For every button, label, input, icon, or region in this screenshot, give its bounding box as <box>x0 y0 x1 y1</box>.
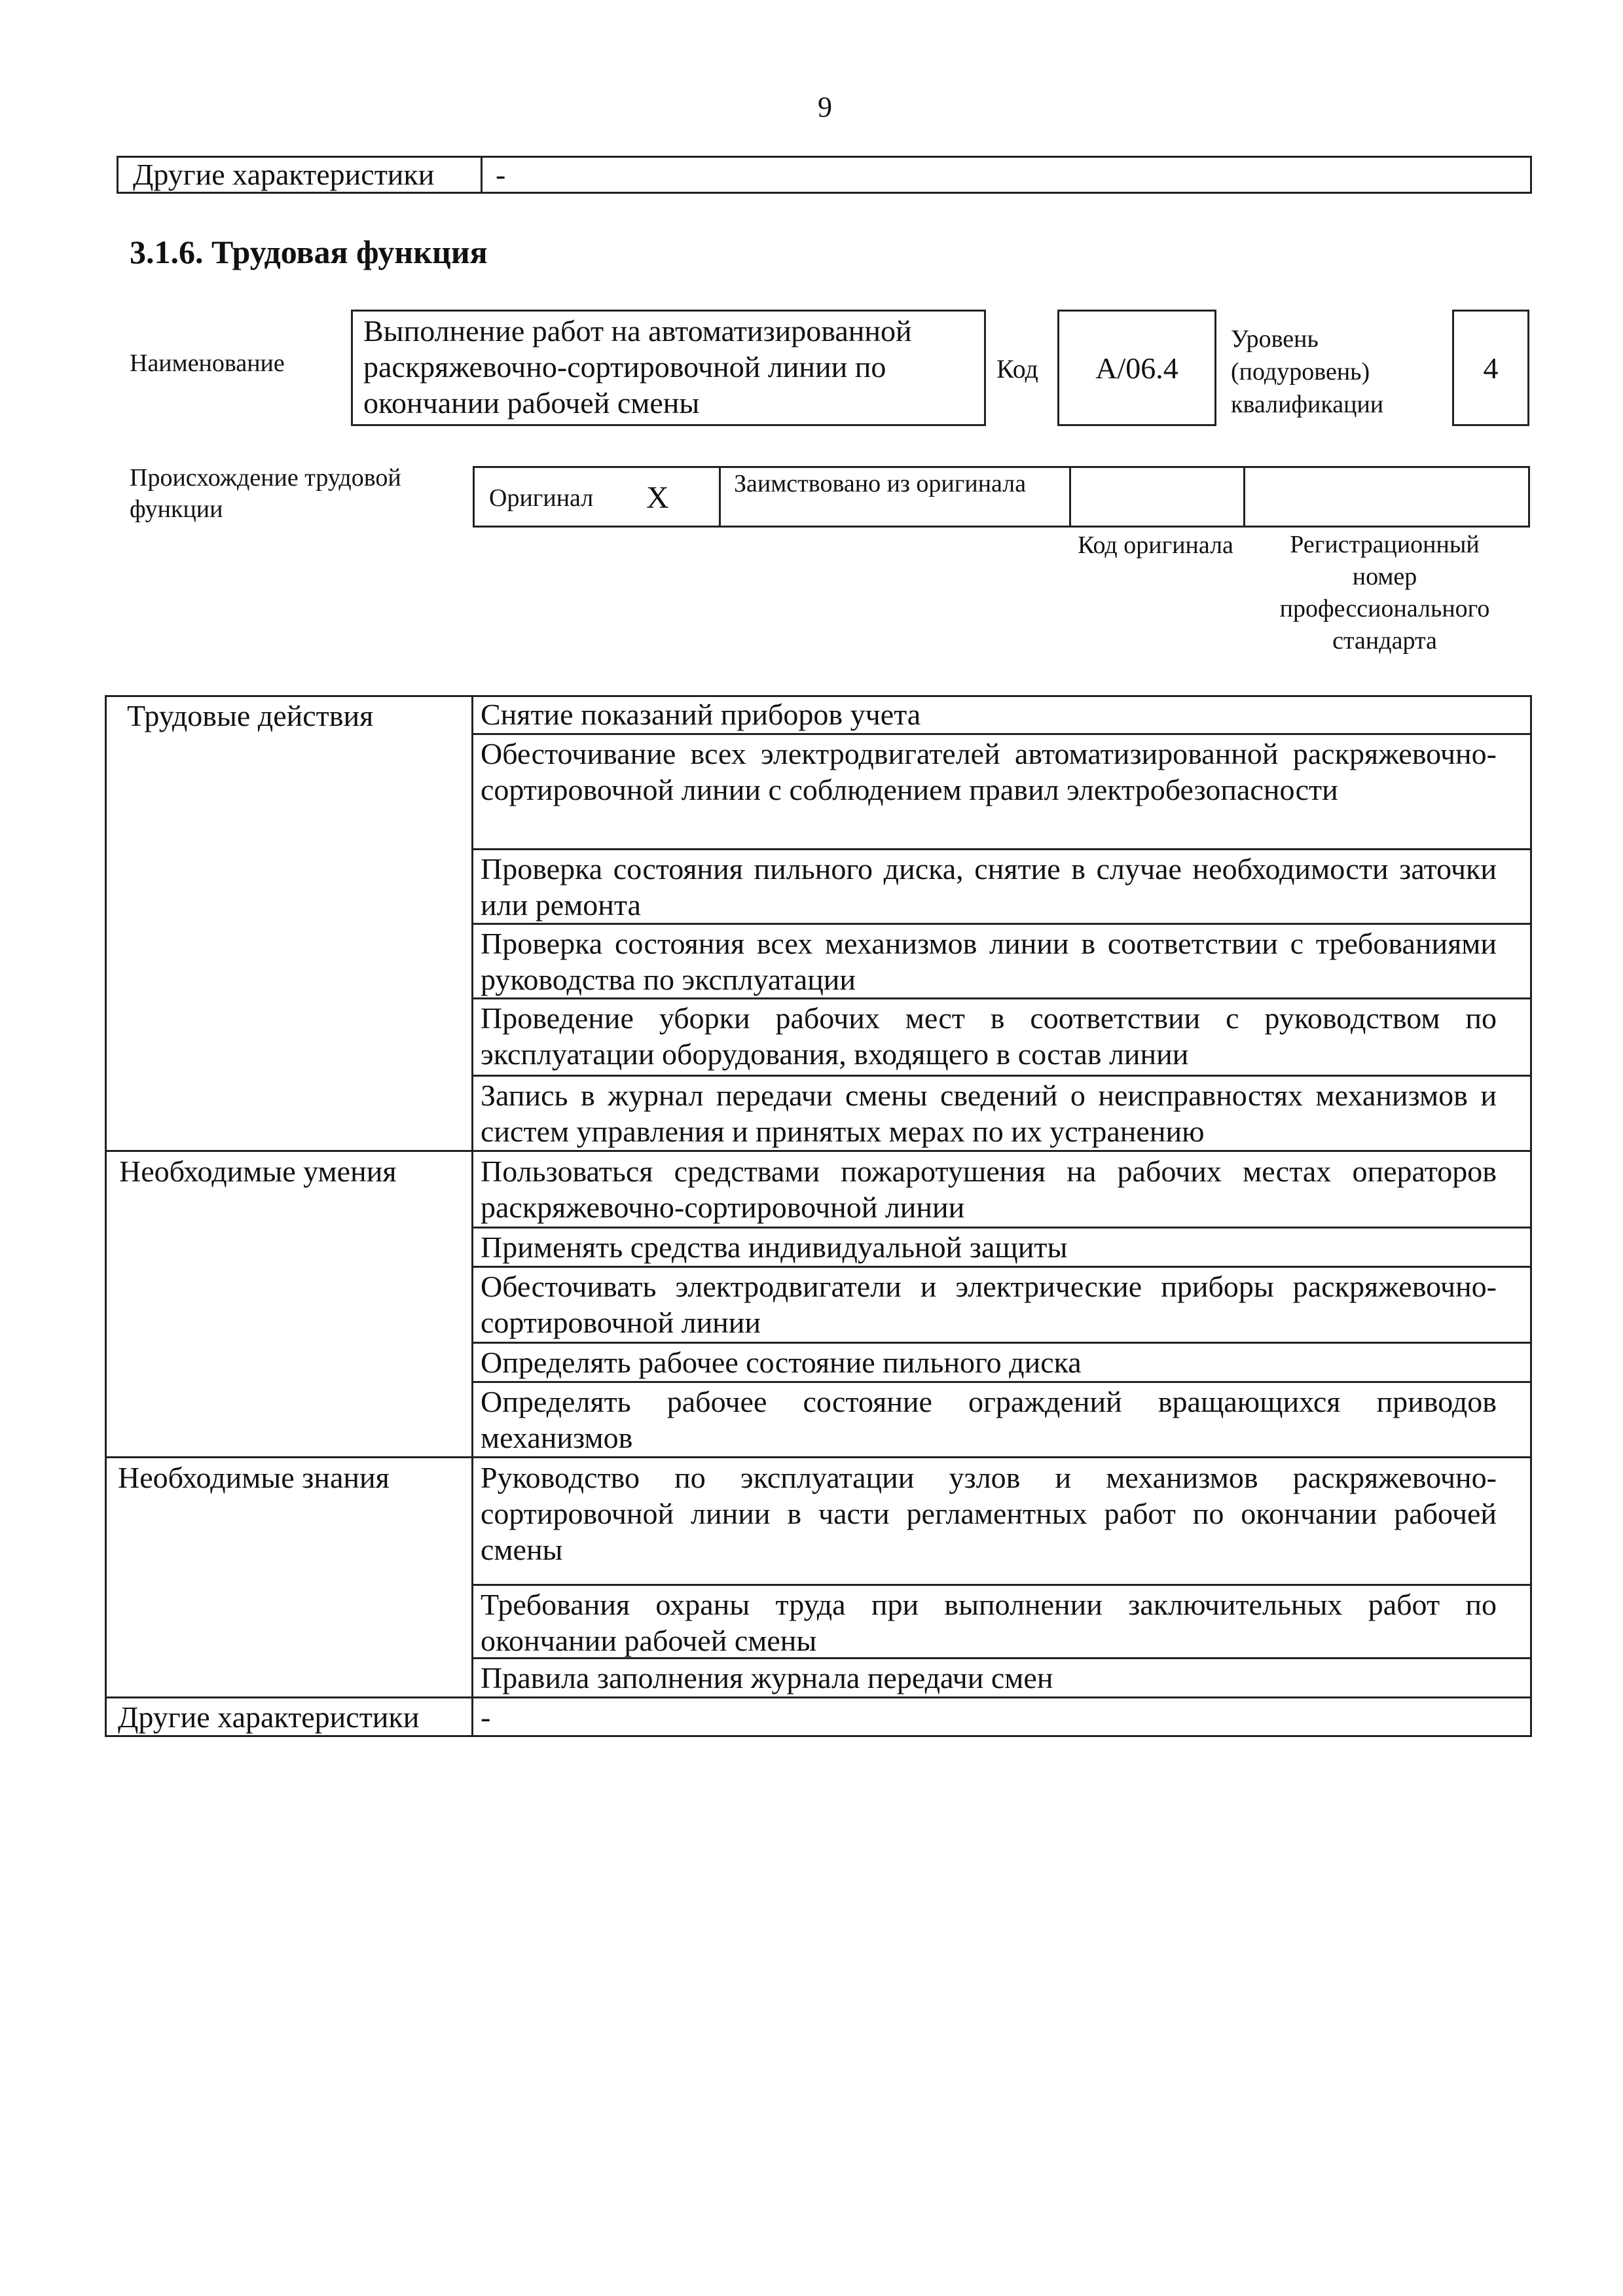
row-separator <box>471 923 1532 925</box>
function-details-table <box>105 695 1532 1737</box>
skill-item: Применять средства индивидуальной защиты <box>481 1230 1068 1264</box>
row-separator <box>471 733 1532 735</box>
action-item: Проведение уборки рабочих мест в соответствии с руководством по эксплуатации оборудования, входящего в состав линии <box>481 1001 1497 1071</box>
other-characteristics-value: - <box>481 1700 491 1734</box>
skill-item: Определять рабочее состояние пильного диска <box>481 1346 1082 1379</box>
origin-table <box>473 466 1530 528</box>
qualification-level-label: Уровень (подуровень) квалификации <box>1231 325 1384 418</box>
table-border-left <box>105 695 107 1737</box>
code-label: Код <box>996 354 1038 384</box>
knowledge-item: Требования охраны труда при выполнении заключительных работ по окончании рабочей смены <box>481 1588 1497 1657</box>
action-item: Обесточивание всех электродвигателей автоматизированной раскряжевочно-сортировочной линии с соблюдением правил электробезопасности <box>481 737 1497 806</box>
row-separator <box>471 848 1532 850</box>
row-separator <box>471 1342 1532 1344</box>
origin-original-cell <box>475 468 721 526</box>
other-characteristics-row-top <box>117 156 1532 194</box>
knowledge-item: Руководство по эксплуатации узлов и механизмов раскряжевочно-сортировочной линии в части регламентных работ по окончании рабочей смены <box>481 1461 1497 1566</box>
origin-reg-number-cell <box>1245 468 1528 526</box>
qualification-level-value: 4 <box>1452 310 1529 426</box>
section-separator <box>105 1150 1532 1152</box>
name-label: Наименование <box>130 350 285 377</box>
table-border-right <box>1530 695 1532 1737</box>
section-separator <box>105 1456 1532 1458</box>
row-separator <box>471 1227 1532 1229</box>
knowledge-label: Необходимые знания <box>118 1461 390 1494</box>
origin-original-label: Оригинал <box>489 484 594 512</box>
origin-borrowed-cell: Заимствовано из оригинала <box>721 468 1071 526</box>
function-name: Выполнение работ на автоматизированной раскряжевочно-сортировочной линии по окончании рабочей смены <box>351 310 986 426</box>
row-separator <box>471 1584 1532 1586</box>
row-separator <box>471 1075 1532 1077</box>
knowledge-item: Правила заполнения журнала передачи смен <box>481 1661 1053 1695</box>
row-separator <box>471 1381 1532 1383</box>
section-title: 3.1.6. Трудовая функция <box>130 234 488 270</box>
action-item: Запись в журнал передачи смены сведений о неисправностях механизмов и систем управления и принятых мерах по их устранению <box>481 1079 1497 1148</box>
origin-code-cell <box>1071 468 1245 526</box>
other-characteristics-value: - <box>496 158 506 191</box>
skill-item: Определять рабочее состояние ограждений вращающихся приводов механизмов <box>481 1385 1497 1454</box>
code-value: А/06.4 <box>1057 310 1216 426</box>
action-item: Снятие показаний приборов учета <box>481 698 921 731</box>
row-separator <box>471 1266 1532 1268</box>
reg-number-caption: Регистрационный номер профессионального стандарта <box>1279 531 1490 655</box>
origin-original-mark: X <box>646 480 669 515</box>
skill-item: Обесточивать электродвигатели и электрические приборы раскряжевочно-сортировочной линии <box>481 1270 1497 1339</box>
row-separator <box>471 997 1532 999</box>
other-characteristics-label: Другие характеристики <box>119 158 483 192</box>
action-item: Проверка состояния пильного диска, снятие в случае необходимости заточки или ремонта <box>481 852 1497 922</box>
section-separator <box>105 1696 1532 1698</box>
page-number: 9 <box>818 91 832 123</box>
actions-label: Трудовые действия <box>127 699 374 732</box>
action-item: Проверка состояния всех механизмов линии в соответствии с требованиями руководства по эксплуатации <box>481 927 1497 996</box>
skill-item: Пользоваться средствами пожаротушения на рабочих местах операторов раскряжевочно-сортировочной линии <box>481 1155 1497 1224</box>
other-characteristics-label: Другие характеристики <box>118 1700 420 1734</box>
origin-label: Происхождение трудовой функции <box>130 464 401 523</box>
code-original-caption: Код оригинала <box>1078 531 1233 559</box>
skills-label: Необходимые умения <box>119 1155 397 1188</box>
